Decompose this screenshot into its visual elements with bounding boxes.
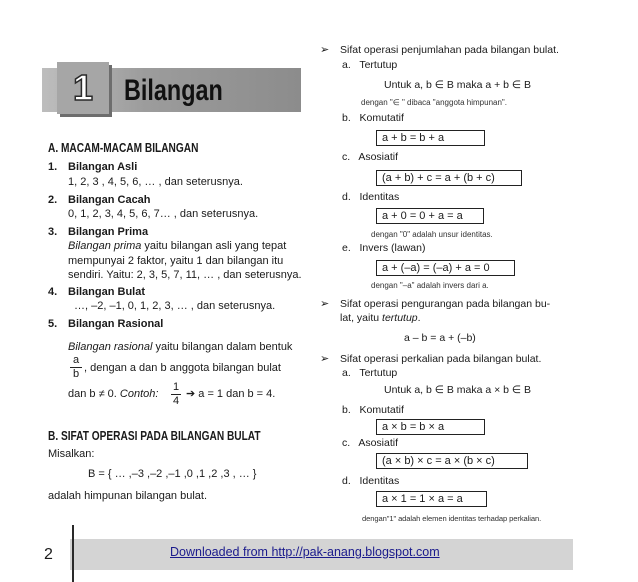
item-4-title: Bilangan Bulat bbox=[68, 286, 146, 298]
footer-divider bbox=[72, 525, 74, 582]
sub-formula: a – b = a + (–b) bbox=[404, 332, 476, 344]
item-3-text-rest: yaitu bilangan asli yang tepat bbox=[141, 240, 287, 252]
item-5-title: Bilangan Rasional bbox=[68, 318, 164, 330]
add-e-box: a + (–a) = (–a) + a = 0 bbox=[376, 260, 515, 276]
sub-heading-line2 bbox=[340, 311, 421, 325]
rasional-line1 bbox=[68, 340, 292, 354]
add-a-label: a. Tertutup bbox=[342, 59, 398, 71]
mul-heading: Sifat operasi perkalian pada bilangan bulat. bbox=[340, 353, 542, 365]
mul-d-box: a × 1 = 1 × a = a bbox=[376, 491, 487, 507]
item-4-text: …, –2, –1, 0, 1, 2, 3, … , dan seterusnya. bbox=[74, 300, 276, 312]
example-denominator: 4 bbox=[172, 395, 180, 407]
sub-heading-line2-b: . bbox=[417, 312, 421, 324]
add-e-label: e. Invers (lawan) bbox=[342, 242, 426, 254]
item-1-num: 1. bbox=[48, 161, 58, 173]
chapter-title: Bilangan bbox=[124, 74, 223, 107]
mul-b-label: b. Komutatif bbox=[342, 404, 404, 416]
mul-b-box: a × b = b × a bbox=[376, 419, 485, 435]
fraction-numerator: a bbox=[70, 354, 82, 368]
contoh-label: Contoh: bbox=[119, 388, 159, 400]
item-3-text-italic: Bilangan prima bbox=[68, 240, 142, 252]
section-a-heading: A. MACAM-MACAM BILANGAN bbox=[48, 140, 199, 155]
fraction-a-over-b bbox=[70, 354, 82, 381]
example-fraction bbox=[171, 381, 181, 408]
bullet-arrow-icon: ➢ bbox=[320, 298, 330, 310]
misalkan-label: Misalkan: bbox=[48, 448, 95, 460]
mul-d-note: dengan"1" adalah elemen identitas terhadap perkalian. bbox=[362, 514, 542, 523]
item-3-text-line1 bbox=[68, 239, 286, 253]
item-4-num: 4. bbox=[48, 286, 58, 298]
add-d-label: d. Identitas bbox=[342, 191, 400, 203]
add-b-box: a + b = b + a bbox=[376, 130, 485, 146]
bullet-arrow-icon: ➢ bbox=[320, 44, 330, 56]
sub-heading-tertutup: tertutup bbox=[382, 312, 418, 324]
mul-c-label: c. Asosiatif bbox=[342, 437, 399, 449]
sub-heading-line2-a: lat, yaitu bbox=[340, 312, 383, 324]
mul-a-formula: Untuk a, b ∈ B maka a × b ∈ B bbox=[384, 384, 531, 396]
sub-heading-line1: Sifat operasi pengurangan pada bilangan bu- bbox=[340, 298, 551, 310]
page-number: 2 bbox=[44, 546, 53, 563]
example-result: ➔ a = 1 dan b = 4. bbox=[186, 388, 276, 400]
add-d-note: dengan "0" adalah unsur identitas. bbox=[371, 230, 493, 239]
rasional-line3 bbox=[68, 387, 158, 401]
rasional-condition: dan b ≠ 0. bbox=[68, 388, 120, 400]
add-heading: Sifat operasi penjumlahan pada bilangan bulat. bbox=[340, 44, 559, 56]
mul-a-label: a. Tertutup bbox=[342, 367, 398, 379]
add-a-note: dengan "∈ " dibaca "anggota himpunan". bbox=[361, 98, 507, 107]
chapter-number: 1 bbox=[72, 67, 94, 108]
item-5-num: 5. bbox=[48, 318, 58, 330]
item-1-title: Bilangan Asli bbox=[68, 161, 138, 173]
item-3-num: 3. bbox=[48, 226, 58, 238]
item-1-text: 1, 2, 3 , 4, 5, 6, … , dan seterusnya. bbox=[68, 176, 243, 188]
add-e-note: dengan "–a" adalah invers dari a. bbox=[371, 281, 489, 290]
example-numerator: 1 bbox=[172, 381, 180, 393]
item-2-title: Bilangan Cacah bbox=[68, 194, 151, 206]
item-3-text-line2: mempunyai 2 faktor, yaitu 1 dan bilangan itu bbox=[68, 255, 284, 267]
integer-set: B = { … ,–3 ,–2 ,–1 ,0 ,1 ,2 ,3 , … } bbox=[88, 468, 257, 480]
integer-set-desc: adalah himpunan bilangan bulat. bbox=[48, 490, 208, 502]
add-c-box: (a + b) + c = a + (b + c) bbox=[376, 170, 522, 186]
add-c-label: c. Asosiatif bbox=[342, 151, 399, 163]
fraction-denominator: b bbox=[72, 368, 80, 380]
rasional-line1-rest: yaitu bilangan dalam bentuk bbox=[152, 341, 293, 353]
item-2-text: 0, 1, 2, 3, 4, 5, 6, 7… , dan seterusnya. bbox=[68, 208, 259, 220]
mul-c-box: (a × b) × c = a × (b × c) bbox=[376, 453, 528, 469]
add-b-label: b. Komutatif bbox=[342, 112, 404, 124]
section-b-heading: B. SIFAT OPERASI PADA BILANGAN BULAT bbox=[48, 428, 261, 443]
add-a-formula: Untuk a, b ∈ B maka a + b ∈ B bbox=[384, 79, 531, 91]
bullet-arrow-icon: ➢ bbox=[320, 353, 330, 365]
rasional-italic: Bilangan rasional bbox=[68, 341, 153, 353]
add-d-box: a + 0 = 0 + a = a bbox=[376, 208, 484, 224]
item-3-title: Bilangan Prima bbox=[68, 226, 149, 238]
mul-d-label: d. Identitas bbox=[342, 475, 400, 487]
item-2-num: 2. bbox=[48, 194, 58, 206]
download-link[interactable]: Downloaded from http://pak-anang.blogspot.com bbox=[170, 545, 440, 559]
item-3-text-line3: sendiri. Yaitu: 2, 3, 5, 7, 11, … , dan seterusnya. bbox=[68, 269, 302, 281]
rasional-line2: , dengan a dan b anggota bilangan bulat bbox=[84, 362, 281, 374]
